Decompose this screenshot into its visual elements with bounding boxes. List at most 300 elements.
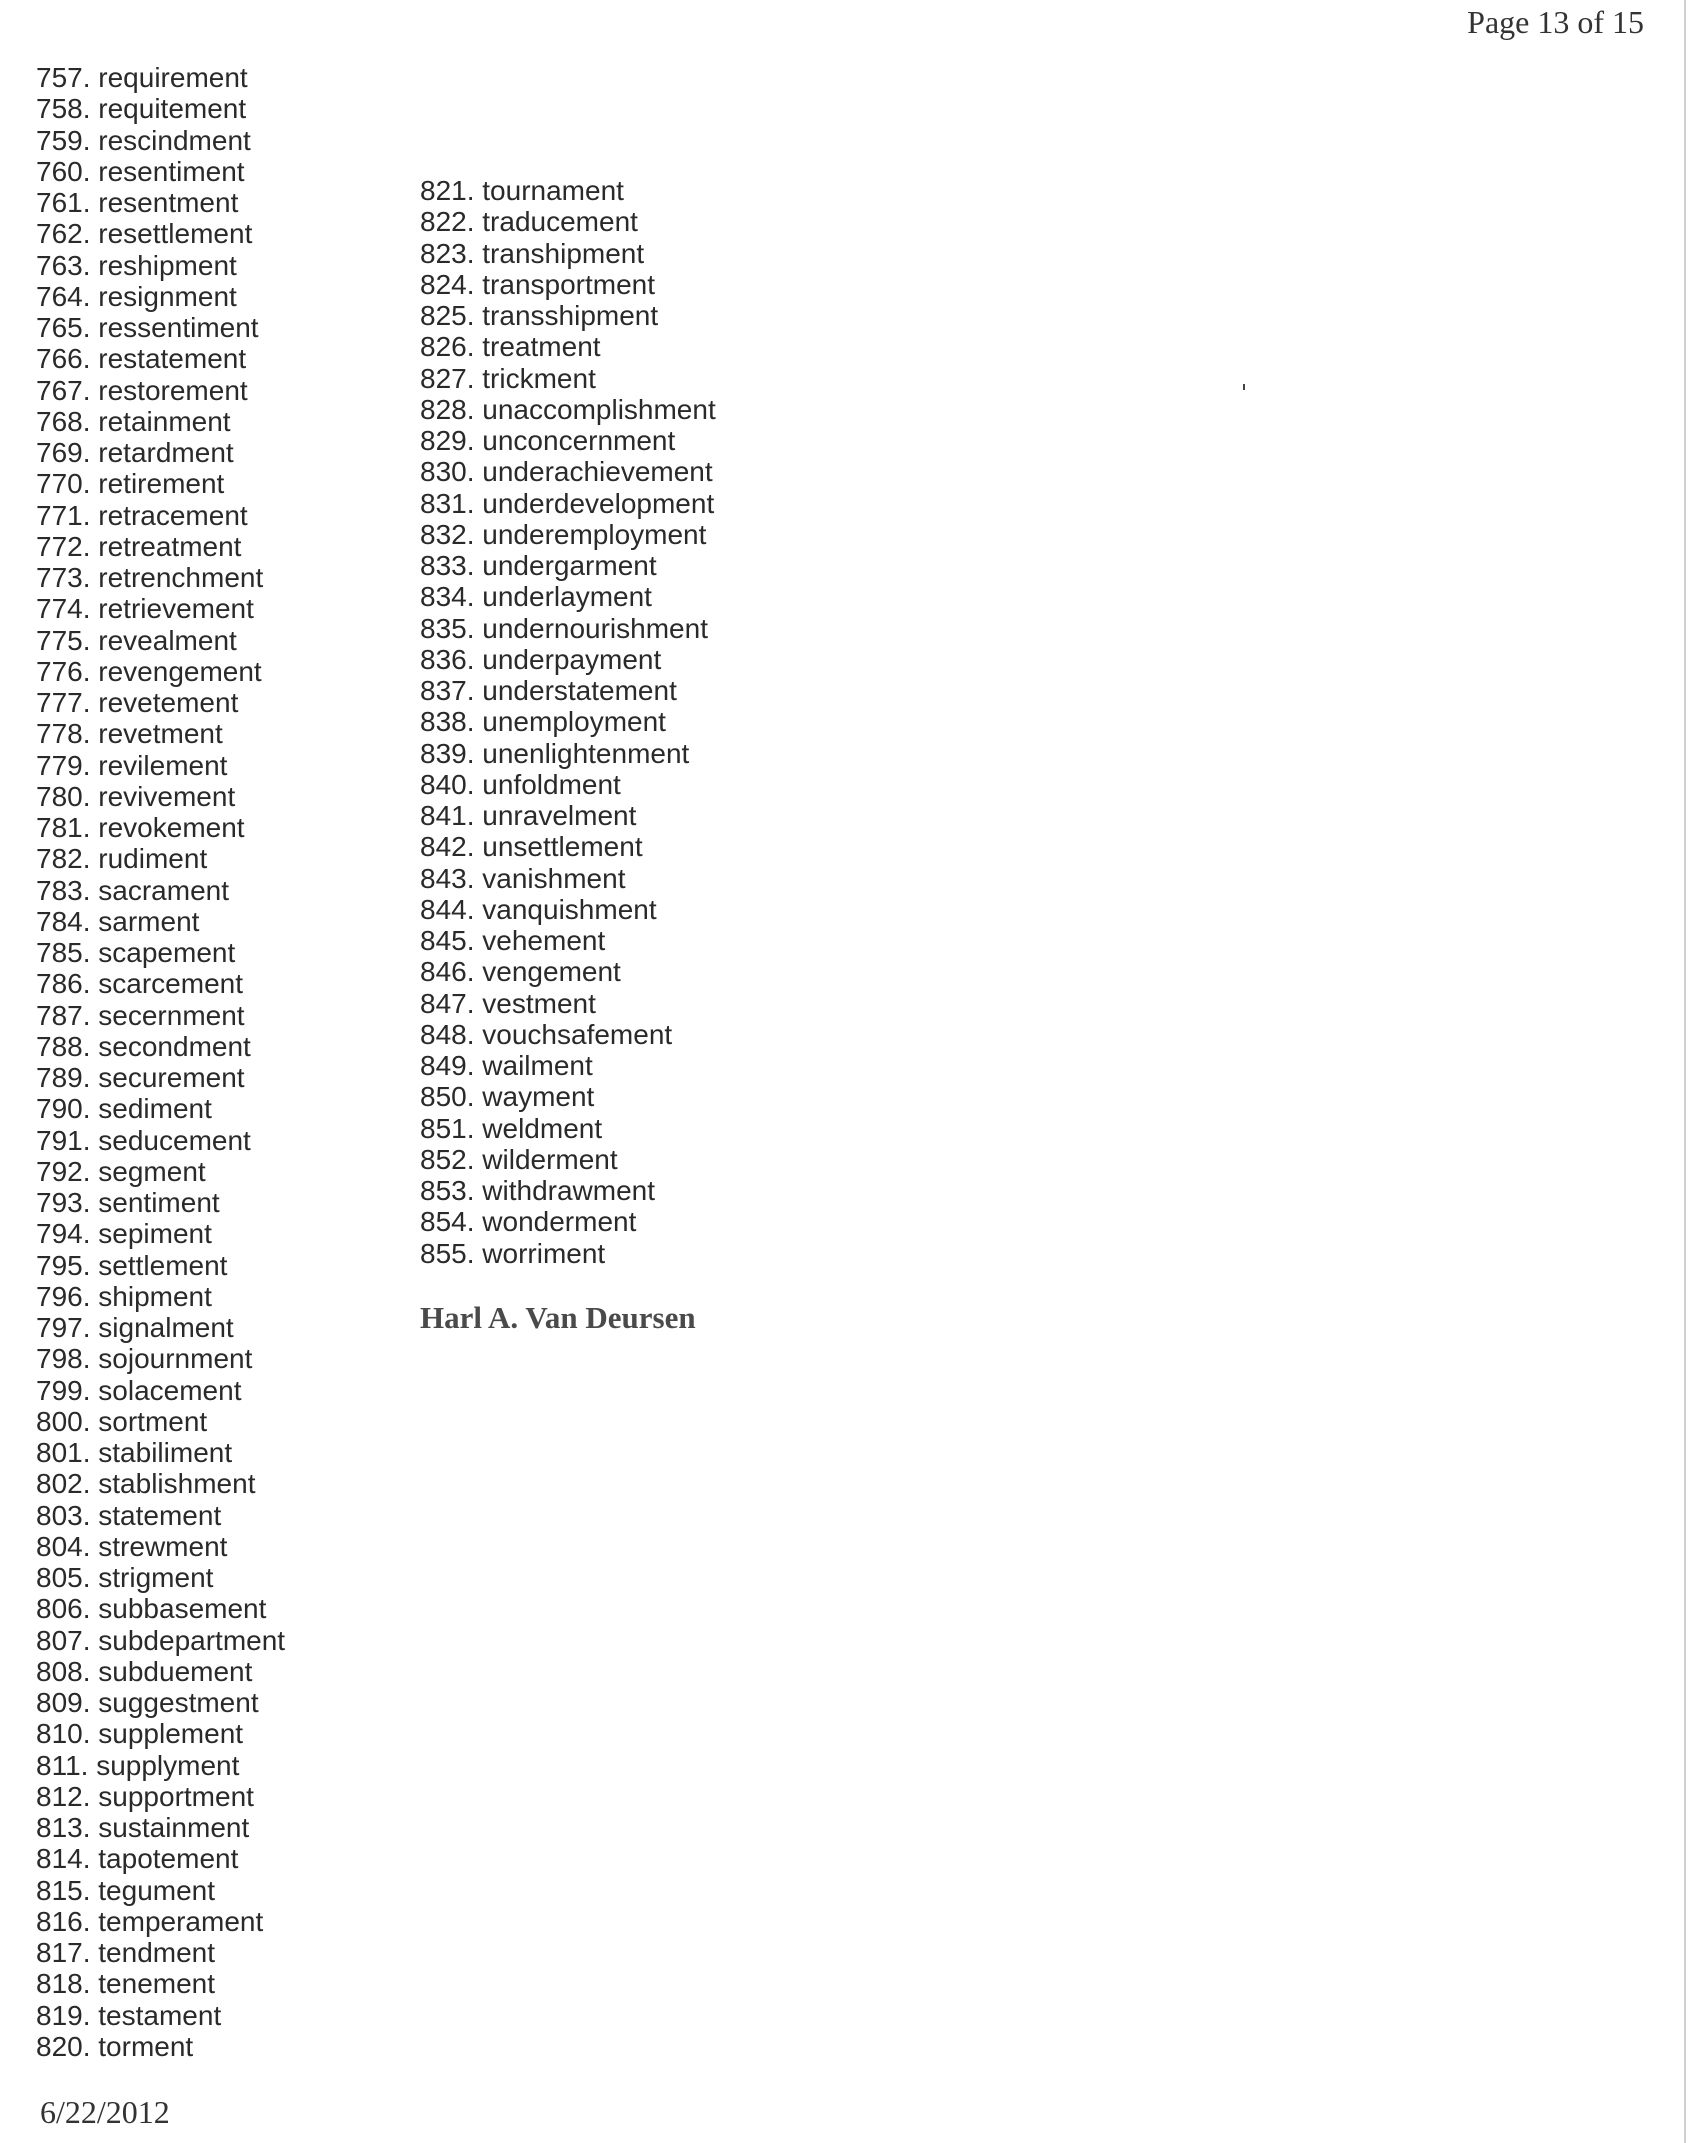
list-item — [420, 550, 716, 581]
list-item-number: 837. — [420, 675, 475, 706]
list-item — [420, 394, 716, 425]
cropped-text-fragment — [420, 1342, 570, 1350]
list-item-number: 820. — [36, 2030, 91, 2062]
list-item-word: underemployment — [482, 518, 707, 550]
list-item-number: 822. — [420, 206, 475, 238]
list-item-word: stabiliment — [98, 1437, 233, 1468]
list-item-word: revetement — [98, 687, 239, 718]
list-item — [420, 300, 716, 331]
list-item-number: 842. — [420, 831, 475, 863]
list-item-word: sentiment — [98, 1187, 220, 1218]
list-item — [36, 62, 285, 93]
list-item — [420, 706, 716, 737]
list-item-word: treatment — [482, 331, 601, 363]
stray-scan-mark — [1243, 384, 1245, 390]
word-list-right-column — [420, 175, 716, 1269]
list-item-word: sacrament — [98, 874, 229, 906]
list-item-number: 815. — [36, 1874, 91, 1906]
list-item-number: 819. — [36, 1999, 91, 2031]
list-item-word: transportment — [482, 268, 656, 300]
list-item-number: 769. — [36, 437, 91, 468]
list-item-number: 776. — [36, 655, 91, 687]
list-item-number: 780. — [36, 780, 91, 812]
list-item — [36, 1968, 285, 1999]
list-item-word: revokement — [98, 812, 245, 843]
list-item — [36, 2000, 285, 2031]
list-item — [420, 1019, 716, 1050]
list-item-word: supplement — [98, 1718, 244, 1750]
list-item-number: 795. — [36, 1249, 91, 1281]
list-item — [36, 406, 285, 437]
author-name: Harl A. Van Deursen — [420, 1300, 696, 1335]
list-item — [36, 1343, 285, 1374]
list-item — [420, 988, 716, 1019]
list-item-word: requitement — [98, 93, 247, 125]
list-item — [36, 687, 285, 718]
list-item — [36, 968, 285, 999]
list-item-word: supportment — [98, 1780, 254, 1812]
list-item-number: 808. — [36, 1655, 91, 1687]
list-item-number: 813. — [36, 1812, 91, 1843]
list-item — [36, 1906, 285, 1937]
list-item-number: 850. — [420, 1081, 475, 1113]
list-item — [36, 593, 285, 624]
list-item-number: 827. — [420, 362, 475, 394]
list-item-word: weldment — [482, 1112, 603, 1144]
list-item — [420, 1144, 716, 1175]
list-item-number: 816. — [36, 1905, 91, 1937]
list-item-word: vehement — [482, 925, 606, 956]
list-item-word: vouchsafement — [482, 1018, 673, 1050]
list-item — [420, 206, 716, 237]
list-item — [420, 1113, 716, 1144]
list-item-number: 806. — [36, 1593, 91, 1625]
list-item — [36, 375, 285, 406]
list-item-number: 800. — [36, 1405, 91, 1437]
list-item — [420, 863, 716, 894]
list-item-number: 807. — [36, 1624, 91, 1656]
list-item-word: unfoldment — [482, 768, 621, 800]
list-item-word: wailment — [482, 1050, 593, 1081]
list-item-number: 855. — [420, 1237, 475, 1269]
list-item-word: temperament — [98, 1905, 264, 1937]
list-item-number: 846. — [420, 956, 475, 988]
list-item-number: 833. — [420, 550, 475, 581]
list-item-word: revealment — [98, 624, 237, 656]
list-item — [36, 156, 285, 187]
list-item-word: revivement — [98, 780, 236, 812]
list-item — [36, 93, 285, 124]
list-item-number: 805. — [36, 1562, 91, 1593]
list-item-number: 812. — [36, 1780, 91, 1812]
list-item-number: 794. — [36, 1218, 91, 1250]
list-item — [36, 1437, 285, 1468]
list-item-word: vanquishment — [482, 893, 657, 925]
list-item-number: 844. — [420, 893, 475, 925]
list-item — [36, 1062, 285, 1093]
list-item-word: sustainment — [98, 1812, 250, 1843]
list-item — [420, 175, 716, 206]
list-item-word: wilderment — [482, 1143, 618, 1175]
list-item-number: 841. — [420, 800, 475, 831]
list-item-word: stablishment — [98, 1468, 256, 1500]
list-item — [420, 581, 716, 612]
list-item-word: retrievement — [98, 593, 254, 625]
list-item — [36, 1687, 285, 1718]
list-item-word: testament — [98, 1999, 222, 2031]
word-list-left-column — [36, 62, 285, 2062]
list-item-number: 818. — [36, 1968, 91, 2000]
list-item — [420, 675, 716, 706]
list-item-number: 848. — [420, 1018, 475, 1050]
list-item-word: suggestment — [98, 1687, 259, 1718]
list-item — [36, 1093, 285, 1124]
list-item-word: retracement — [98, 499, 248, 531]
list-item-number: 789. — [36, 1062, 91, 1093]
list-item-number: 796. — [36, 1280, 91, 1312]
list-item-word: ressentiment — [98, 312, 259, 343]
list-item-number: 775. — [36, 624, 91, 656]
list-item-number: 798. — [36, 1343, 91, 1375]
list-item-word: strewment — [98, 1530, 228, 1562]
list-item-number: 847. — [420, 987, 475, 1019]
list-item — [420, 613, 716, 644]
list-item-word: unemployment — [482, 706, 666, 738]
list-item-number: 801. — [36, 1437, 91, 1468]
list-item — [36, 1843, 285, 1874]
list-item — [36, 625, 285, 656]
list-item-number: 838. — [420, 706, 475, 738]
list-item — [420, 956, 716, 987]
list-item — [36, 1937, 285, 1968]
page-number-label: Page 13 of 15 — [1467, 4, 1644, 40]
list-item-number: 784. — [36, 905, 91, 937]
list-item — [36, 875, 285, 906]
list-item-number: 849. — [420, 1050, 475, 1081]
list-item-word: segment — [98, 1155, 206, 1187]
list-item — [36, 187, 285, 218]
list-item — [36, 1718, 285, 1749]
list-item-number: 809. — [36, 1687, 91, 1718]
list-item — [36, 937, 285, 968]
list-item — [36, 1625, 285, 1656]
list-item-word: restorement — [98, 374, 248, 406]
list-item — [36, 468, 285, 499]
list-item-number: 777. — [36, 687, 91, 718]
list-item-word: trickment — [482, 362, 596, 394]
list-item — [420, 456, 716, 487]
list-item-number: 774. — [36, 593, 91, 625]
list-item — [420, 519, 716, 550]
list-item — [36, 125, 285, 156]
list-item — [36, 218, 285, 249]
list-item — [36, 1031, 285, 1062]
list-item-number: 814. — [36, 1843, 91, 1875]
list-item-number: 793. — [36, 1187, 91, 1218]
list-item-word: shipment — [98, 1280, 212, 1312]
list-item-number: 758. — [36, 93, 91, 125]
list-item — [420, 1050, 716, 1081]
list-item — [420, 800, 716, 831]
list-item-word: statement — [98, 1499, 222, 1531]
list-item-number: 811. — [36, 1749, 89, 1781]
list-item-word: underachievement — [482, 456, 713, 488]
list-item-number: 762. — [36, 218, 91, 250]
list-item-number: 765. — [36, 312, 91, 343]
list-item-word: withdrawment — [482, 1175, 656, 1206]
list-item — [36, 1250, 285, 1281]
list-item-word: subdepartment — [98, 1624, 286, 1656]
list-item-word: underdevelopment — [482, 487, 715, 519]
list-item — [36, 1125, 285, 1156]
scan-edge-divider — [1684, 0, 1686, 2143]
list-item-word: resentiment — [98, 155, 245, 187]
list-item-number: 771. — [36, 499, 91, 531]
list-item-word: torment — [98, 2030, 194, 2062]
list-item-number: 788. — [36, 1030, 91, 1062]
list-item-number: 825. — [420, 300, 475, 331]
list-item-word: transshipment — [482, 300, 659, 331]
list-item-number: 802. — [36, 1468, 91, 1500]
list-item-word: unenlightenment — [482, 737, 690, 769]
list-item-number: 779. — [36, 749, 91, 781]
list-item-word: reshipment — [98, 249, 237, 281]
list-item-number: 792. — [36, 1155, 91, 1187]
list-item — [36, 1562, 285, 1593]
list-item — [420, 894, 716, 925]
footer-date: 6/22/2012 — [40, 2094, 170, 2130]
list-item-word: retreatment — [98, 530, 242, 562]
list-item-number: 782. — [36, 843, 91, 875]
list-item-number: 845. — [420, 925, 475, 956]
list-item-word: unravelment — [482, 800, 637, 831]
list-item-number: 834. — [420, 581, 475, 613]
list-item-number: 770. — [36, 468, 91, 500]
list-item-word: unsettlement — [482, 831, 643, 863]
list-item-number: 767. — [36, 374, 91, 406]
list-item-number: 764. — [36, 280, 91, 312]
list-item-number: 797. — [36, 1312, 91, 1343]
list-item-number: 804. — [36, 1530, 91, 1562]
list-item-number: 761. — [36, 187, 91, 218]
list-item-number: 832. — [420, 518, 475, 550]
list-item-number: 831. — [420, 487, 475, 519]
list-item-word: sortment — [98, 1405, 208, 1437]
list-item-number: 791. — [36, 1124, 91, 1156]
list-item-word: resettlement — [98, 218, 253, 250]
list-item-word: settlement — [98, 1249, 228, 1281]
list-item-number: 768. — [36, 405, 91, 437]
list-item-number: 757. — [36, 62, 91, 93]
list-item — [420, 363, 716, 394]
list-item-word: subbasement — [98, 1593, 267, 1625]
list-item — [36, 781, 285, 812]
list-item-number: 853. — [420, 1175, 475, 1206]
list-item — [36, 843, 285, 874]
list-item-number: 790. — [36, 1093, 91, 1125]
list-item — [420, 425, 716, 456]
list-item — [36, 1531, 285, 1562]
list-item-word: unconcernment — [482, 425, 676, 456]
list-item-number: 824. — [420, 268, 475, 300]
list-item — [36, 312, 285, 343]
list-item — [36, 281, 285, 312]
list-item — [36, 437, 285, 468]
list-item-word: wonderment — [482, 1206, 637, 1238]
list-item-word: undernourishment — [482, 612, 708, 644]
list-item-number: 778. — [36, 718, 91, 750]
list-item-word: traducement — [482, 206, 638, 238]
list-item — [36, 562, 285, 593]
list-item-number: 839. — [420, 737, 475, 769]
list-item-word: resignment — [98, 280, 237, 312]
list-item-word: worriment — [482, 1237, 606, 1269]
list-item-number: 759. — [36, 124, 91, 156]
list-item — [420, 1175, 716, 1206]
list-item-number: 763. — [36, 249, 91, 281]
list-item-number: 851. — [420, 1112, 475, 1144]
list-item-number: 773. — [36, 562, 91, 593]
list-item — [420, 238, 716, 269]
list-item — [420, 644, 716, 675]
list-item — [420, 738, 716, 769]
list-item — [36, 500, 285, 531]
list-item-number: 836. — [420, 643, 475, 675]
list-item-word: sarment — [98, 905, 200, 937]
list-item — [36, 531, 285, 562]
list-item-word: retirement — [98, 468, 225, 500]
list-item-word: requirement — [98, 62, 248, 93]
list-item-number: 786. — [36, 968, 91, 1000]
list-item — [420, 1081, 716, 1112]
list-item — [36, 1406, 285, 1437]
list-item-word: tenement — [98, 1968, 216, 2000]
list-item-word: secernment — [98, 999, 245, 1031]
list-item-word: retainment — [98, 405, 231, 437]
list-item — [420, 1238, 716, 1269]
list-item-word: transhipment — [482, 237, 645, 269]
list-item-word: scapement — [98, 937, 236, 968]
list-item — [36, 750, 285, 781]
list-item — [36, 1812, 285, 1843]
list-item-word: vestment — [482, 987, 596, 1019]
list-item-number: 843. — [420, 862, 475, 894]
list-item — [36, 1781, 285, 1812]
list-item-number: 810. — [36, 1718, 91, 1750]
list-item — [36, 1187, 285, 1218]
list-item-word: vanishment — [482, 862, 626, 894]
list-item — [36, 1375, 285, 1406]
list-item — [36, 343, 285, 374]
list-item-number: 799. — [36, 1374, 91, 1406]
list-item — [36, 1593, 285, 1624]
list-item-number: 835. — [420, 612, 475, 644]
list-item-word: scarcement — [98, 968, 243, 1000]
list-item — [36, 1500, 285, 1531]
list-item — [36, 1750, 285, 1781]
list-item-word: tapotement — [98, 1843, 239, 1875]
list-item-word: restatement — [98, 343, 247, 375]
list-item-word: rescindment — [98, 124, 251, 156]
list-item-number: 829. — [420, 425, 475, 456]
list-item — [420, 769, 716, 800]
list-item — [36, 906, 285, 937]
list-item — [36, 1156, 285, 1187]
list-item-number: 821. — [420, 175, 475, 206]
list-item-word: securement — [98, 1062, 245, 1093]
list-item-word: sojournment — [98, 1343, 253, 1375]
list-item — [36, 2031, 285, 2062]
list-item — [36, 1875, 285, 1906]
list-item-number: 766. — [36, 343, 91, 375]
list-item-number: 803. — [36, 1499, 91, 1531]
list-item-number: 783. — [36, 874, 91, 906]
list-item-number: 823. — [420, 237, 475, 269]
list-item — [36, 1000, 285, 1031]
list-item-word: tournament — [482, 175, 624, 206]
list-item-number: 828. — [420, 393, 475, 425]
list-item-word: sepiment — [98, 1218, 212, 1250]
list-item — [36, 1281, 285, 1312]
list-item-word: tendment — [98, 1937, 216, 1968]
list-item-word: subduement — [98, 1655, 253, 1687]
list-item — [420, 1206, 716, 1237]
list-item-number: 826. — [420, 331, 475, 363]
list-item-word: rudiment — [98, 843, 208, 875]
list-item — [36, 812, 285, 843]
list-item-number: 760. — [36, 155, 91, 187]
list-item-word: sediment — [98, 1093, 212, 1125]
list-item — [420, 488, 716, 519]
list-item — [36, 1218, 285, 1249]
list-item — [420, 925, 716, 956]
list-item-word: tegument — [98, 1874, 216, 1906]
list-item-word: revilement — [98, 749, 228, 781]
list-item-word: supplyment — [96, 1749, 240, 1781]
list-item-word: secondment — [98, 1030, 251, 1062]
list-item-number: 852. — [420, 1143, 475, 1175]
list-item-word: retrenchment — [98, 562, 264, 593]
list-item — [36, 1468, 285, 1499]
list-item-number: 787. — [36, 999, 91, 1031]
list-item — [36, 250, 285, 281]
list-item-word: solacement — [98, 1374, 242, 1406]
list-item-word: vengement — [482, 956, 621, 988]
list-item-number: 840. — [420, 768, 475, 800]
list-item-word: unaccomplishment — [482, 393, 716, 425]
list-item-word: understatement — [482, 675, 677, 706]
list-item — [36, 1656, 285, 1687]
list-item-word: retardment — [98, 437, 234, 468]
list-item-number: 854. — [420, 1206, 475, 1238]
list-item — [420, 331, 716, 362]
list-item-word: undergarment — [482, 550, 657, 581]
list-item-word: signalment — [98, 1312, 234, 1343]
list-item-number: 817. — [36, 1937, 91, 1968]
list-item — [36, 656, 285, 687]
list-item — [420, 269, 716, 300]
list-item — [36, 718, 285, 749]
list-item — [36, 1312, 285, 1343]
list-item-word: resentment — [98, 187, 239, 218]
list-item-number: 781. — [36, 812, 91, 843]
list-item-word: strigment — [98, 1562, 214, 1593]
list-item-word: underpayment — [482, 643, 662, 675]
list-item-number: 785. — [36, 937, 91, 968]
list-item-number: 772. — [36, 530, 91, 562]
list-item-word: wayment — [482, 1081, 595, 1113]
list-item-word: seducement — [98, 1124, 251, 1156]
